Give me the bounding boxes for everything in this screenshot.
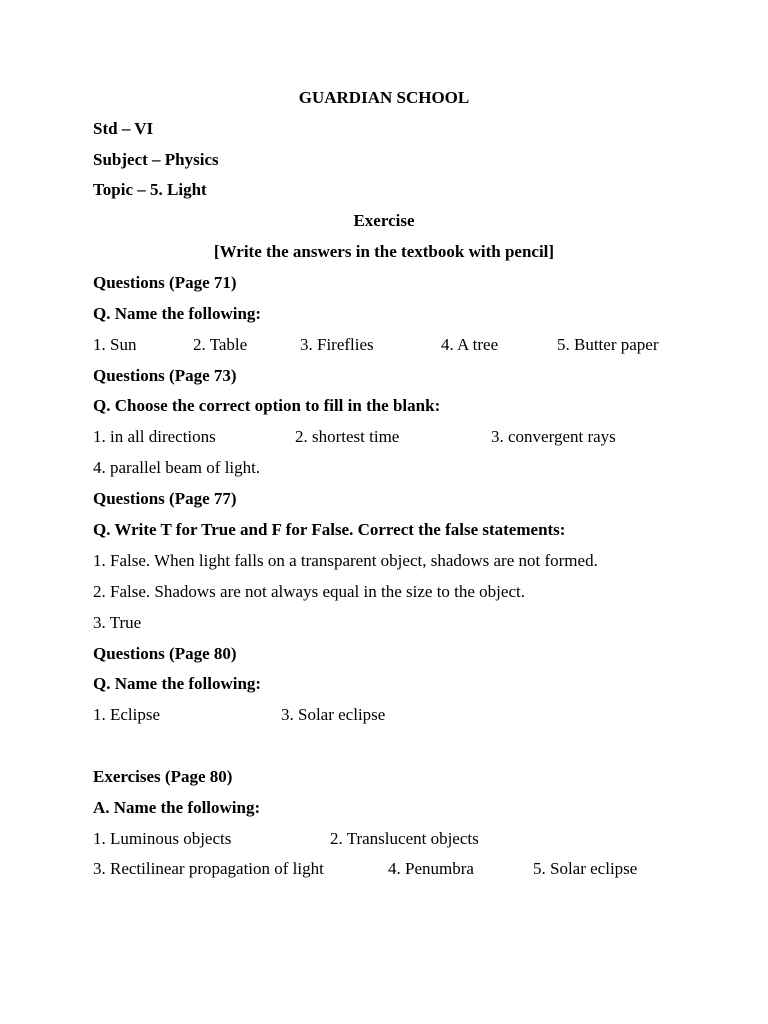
answer-row-p73 (0, 427, 768, 447)
answer-item: 4. A tree (441, 335, 499, 354)
answer-row-p71 (0, 335, 768, 355)
answer-item: 5. Butter paper (557, 335, 659, 354)
answer-item: 4. Penumbra (388, 859, 474, 878)
answer-item: 1. Luminous objects (93, 829, 232, 848)
question-p77: Q. Write T for True and F for False. Correct the false statements: (93, 520, 566, 539)
answer-row-ex80-a (0, 829, 768, 849)
section-heading-p71: Questions (Page 71) (93, 273, 237, 292)
answer-item: 3. Fireflies (300, 335, 374, 354)
answer-item: 1. Eclipse (93, 705, 161, 724)
subject-line: Subject – Physics (93, 150, 219, 169)
answer-item: 1. False. When light falls on a transparent object, shadows are not formed. (93, 551, 598, 570)
question-ex80: A. Name the following: (93, 798, 261, 817)
answer-item: 3. True (93, 613, 142, 632)
answer-item: 2. Table (193, 335, 248, 354)
answer-item: 3. Rectilinear propagation of light (93, 859, 324, 878)
answer-item: 2. Translucent objects (330, 829, 479, 848)
section-heading-p80: Questions (Page 80) (93, 644, 237, 663)
answer-item: 3. convergent rays (491, 427, 616, 446)
section-heading-ex80: Exercises (Page 80) (93, 767, 233, 786)
question-p73: Q. Choose the correct option to fill in the blank: (93, 396, 441, 415)
section-heading-p73: Questions (Page 73) (93, 366, 237, 385)
answer-item: 2. shortest time (295, 427, 400, 446)
question-p71: Q. Name the following: (93, 304, 262, 323)
answer-item: 4. parallel beam of light. (93, 458, 261, 477)
answer-item: 1. in all directions (93, 427, 216, 446)
answer-row-ex80-b (0, 859, 768, 879)
answer-item: 3. Solar eclipse (281, 705, 386, 724)
exercise-title: Exercise (353, 211, 415, 230)
section-heading-p77: Questions (Page 77) (93, 489, 237, 508)
exercise-instruction: [Write the answers in the textbook with pencil] (213, 242, 555, 261)
question-p80: Q. Name the following: (93, 674, 262, 693)
answer-row-p80 (0, 705, 768, 725)
school-title: GUARDIAN SCHOOL (298, 88, 470, 107)
answer-item: 5. Solar eclipse (533, 859, 638, 878)
topic-line: Topic – 5. Light (93, 180, 207, 199)
std-line: Std – VI (93, 119, 154, 138)
answer-item: 1. Sun (93, 335, 137, 354)
answer-item: 2. False. Shadows are not always equal in the size to the object. (93, 582, 525, 601)
